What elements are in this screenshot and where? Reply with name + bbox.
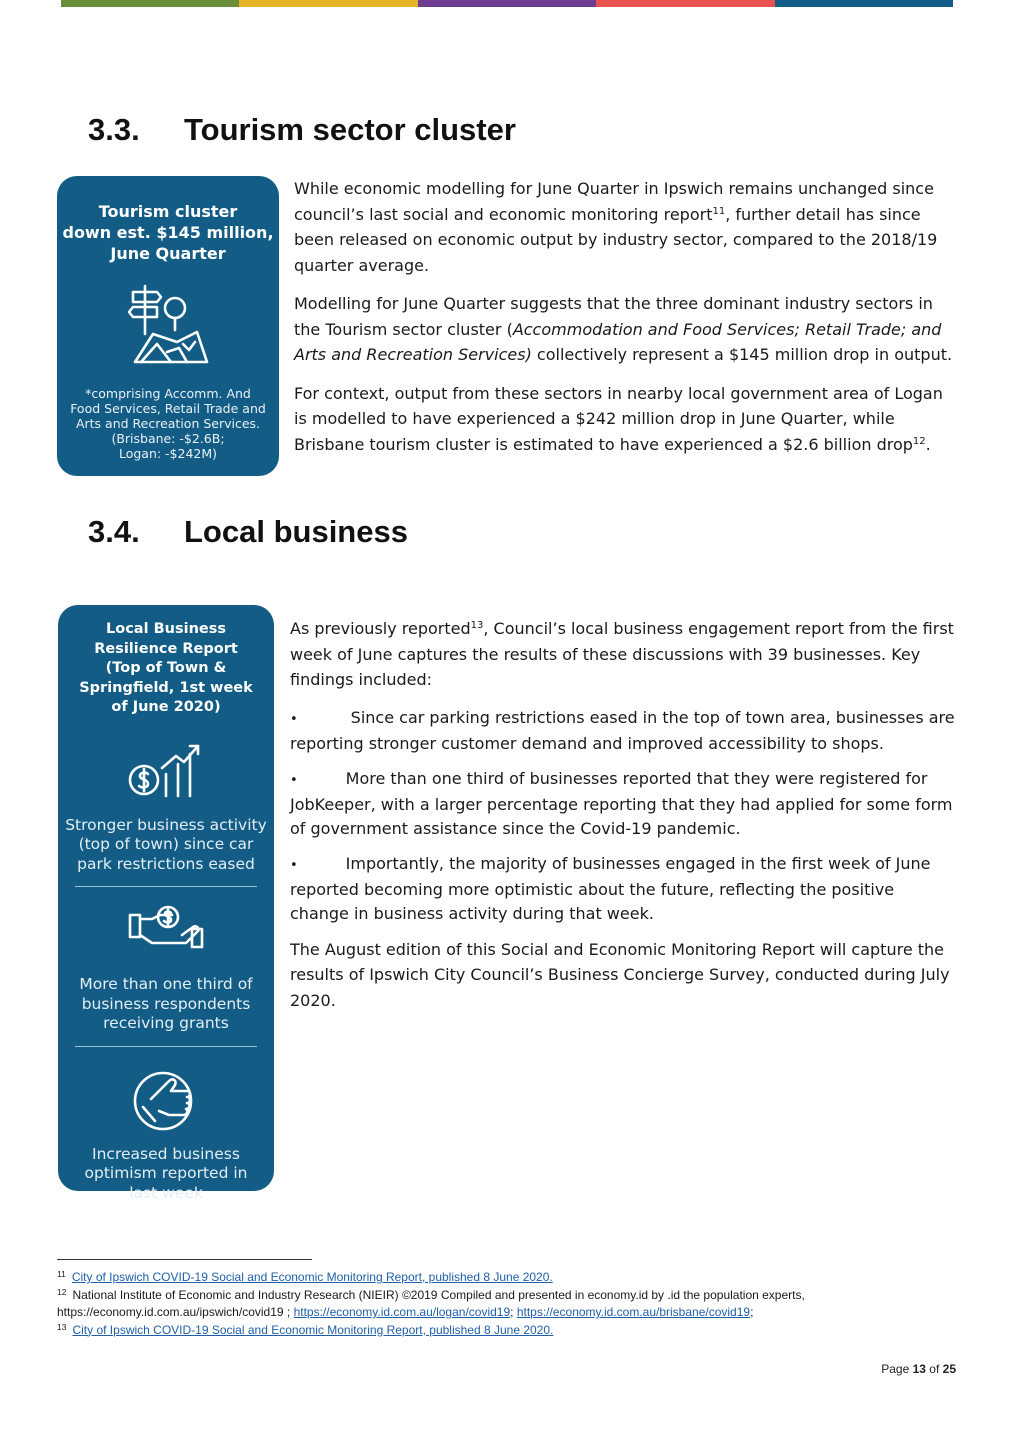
caption-line: (top of town) since car bbox=[78, 835, 254, 853]
panel-note bbox=[57, 386, 279, 461]
list-item bbox=[290, 852, 958, 926]
footnote-link[interactable]: City of Ipswich COVID-19 Social and Economic Monitoring Report, published 8 June 2020. bbox=[71, 1270, 553, 1284]
panel-note-line: Food Services, Retail Trade and bbox=[70, 401, 266, 416]
caption-line: Stronger business activity bbox=[65, 815, 267, 834]
paragraph: While economic modelling for June Quarter in Ipswich remains unchanged since council’s last social and economic monitoring report$^{11}$, further detail has since been released on economic output by industry sector, compared to the 2018/19 quarter average. bbox=[294, 179, 938, 275]
section-heading-tourism bbox=[88, 112, 516, 148]
hand-money-icon bbox=[126, 903, 206, 959]
paragraph: Modelling for June Quarter suggests that the three dominant industry sectors in the Tourism sector cluster (Accommodation and Food Services; Retail Trade; and Arts and Recreation Services) collectively represent a $145 million drop in output. bbox=[294, 294, 953, 364]
footnotes bbox=[57, 1259, 957, 1339]
bullet-icon: • bbox=[290, 857, 298, 873]
caption-line: receiving grants bbox=[103, 1014, 229, 1032]
caption-line: Increased business bbox=[92, 1144, 240, 1163]
bullet-text: Since car parking restrictions eased in the top of town area, businesses are reporting stronger customer demand and improved accessibility to shops. bbox=[290, 707, 955, 753]
footnote-ref: 11 bbox=[712, 205, 726, 217]
panel-note-line: (Brisbane: -$2.6B; bbox=[111, 431, 225, 446]
tourism-infographic-panel bbox=[57, 176, 279, 476]
color-segment-1 bbox=[61, 0, 239, 7]
panel-heading-line: down est. $145 million, bbox=[62, 223, 274, 242]
list-item bbox=[290, 706, 958, 756]
color-segment-2 bbox=[239, 0, 417, 7]
panel-heading bbox=[57, 176, 279, 264]
local-business-infographic-panel bbox=[58, 605, 274, 1202]
panel-divider bbox=[75, 886, 257, 887]
panel-heading-line: of June 2020) bbox=[111, 699, 221, 715]
section-heading-local-business bbox=[88, 514, 408, 550]
footnote-link[interactable]: City of Ipswich COVID-19 Social and Economic Monitoring Report, published 8 June 2020. bbox=[72, 1322, 554, 1337]
bullet-text: More than one third of businesses reported that they were registered for JobKeeper, with a larger percentage reporting that they had applied for some form of government assistance since the Covid-19 pandemic. bbox=[290, 768, 953, 838]
section-number: 3.3. bbox=[88, 112, 140, 147]
signpost-map-icon bbox=[123, 282, 213, 368]
paragraph: The August edition of this Social and Economic Monitoring Report will capture the results of Ipswich City Council’s Business Concierge Survey, conducted during July 2020. bbox=[290, 939, 950, 1010]
bullet-text: Importantly, the majority of businesses engaged in the first week of June reported becoming more optimistic about the future, reflecting the positive change in business activity during that week. bbox=[290, 853, 931, 923]
footnote-link[interactable]: https://economy.id.com.au/brisbane/covid19 bbox=[516, 1305, 751, 1319]
section-title: Local business bbox=[184, 514, 408, 549]
tourism-body-text bbox=[294, 176, 958, 470]
paragraph: For context, output from these sectors in nearby local government area of Logan is modelled to have experienced a $242 million drop in June Quarter, while Brisbane tourism cluster is estimated to have experienced a $2.6 billion drop$^{12}$. bbox=[294, 383, 943, 454]
panel-heading bbox=[58, 605, 274, 718]
caption-line: More than one third of bbox=[79, 975, 253, 993]
dollar-growth-chart-icon bbox=[126, 738, 206, 802]
thumbs-up-icon bbox=[129, 1063, 203, 1133]
list-item bbox=[290, 767, 958, 841]
panel-note-line: *comprising Accomm. And bbox=[85, 386, 251, 401]
color-segment-5 bbox=[775, 0, 953, 7]
caption-line: park restrictions eased bbox=[77, 854, 255, 873]
footnote-12-urls: https://economy.id.com.au/ipswich/covid19 ; https://economy.id.com.au/logan/covid19; https://economy.id.com.au/brisbane/covid19; bbox=[57, 1305, 754, 1319]
local-business-body-text bbox=[290, 616, 958, 1026]
footnote-12: $^{12}$ National Institute of Economic and Industry Research (NIEIR) ©2019 Compiled and presented in economy.id by .id the population experts, bbox=[57, 1286, 805, 1302]
bullet-icon: • bbox=[290, 711, 298, 727]
caption-line: business respondents bbox=[81, 994, 251, 1013]
footnote-url: https://economy.id.com.au/ipswich/covid19 bbox=[57, 1305, 284, 1319]
caption-line: optimism reported in bbox=[84, 1164, 248, 1182]
footnote-rule bbox=[57, 1259, 312, 1260]
footnote-ref: 12 bbox=[912, 435, 926, 447]
footnote-11: $^{11}$ City of Ipswich COVID-19 Social and Economic Monitoring Report, published 8 June 2020. bbox=[57, 1269, 553, 1284]
panel-heading-line: Resilience Report bbox=[94, 640, 238, 657]
color-segment-4 bbox=[596, 0, 774, 7]
panel-note-line: Logan: -$242M) bbox=[118, 446, 218, 461]
footnote-ref: 13 bbox=[470, 620, 484, 631]
color-segment-3 bbox=[418, 0, 596, 7]
paragraph: As previously reported$^{13}$, Council’s local business engagement report from the first week of June captures the results of these discussions with 39 businesses. Key findings included: bbox=[290, 619, 954, 689]
panel-heading-line: Springfield, 1st week bbox=[79, 679, 253, 696]
panel-divider bbox=[75, 1046, 257, 1047]
panel-heading-line: June Quarter bbox=[110, 244, 226, 263]
panel-item-caption bbox=[58, 816, 274, 875]
caption-line: last week bbox=[129, 1183, 203, 1202]
page-number: Page 13 of 25 bbox=[881, 1362, 956, 1376]
panel-heading-line: Local Business bbox=[106, 621, 226, 637]
section-number: 3.4. bbox=[88, 514, 140, 549]
section-title: Tourism sector cluster bbox=[184, 112, 516, 147]
panel-item-caption bbox=[58, 1145, 274, 1204]
top-color-bar bbox=[61, 0, 953, 7]
bullet-icon: • bbox=[290, 772, 298, 788]
panel-heading-line: (Top of Town & bbox=[105, 660, 227, 676]
panel-heading-line: Tourism cluster bbox=[98, 202, 238, 221]
panel-item-caption bbox=[58, 975, 274, 1034]
footnote-link[interactable]: https://economy.id.com.au/logan/covid19 bbox=[293, 1305, 511, 1319]
footnote-13: $^{13}$ City of Ipswich COVID-19 Social and Economic Monitoring Report, published 8 June 2020. bbox=[57, 1321, 554, 1337]
panel-note-line: Arts and Recreation Services. bbox=[75, 416, 261, 431]
